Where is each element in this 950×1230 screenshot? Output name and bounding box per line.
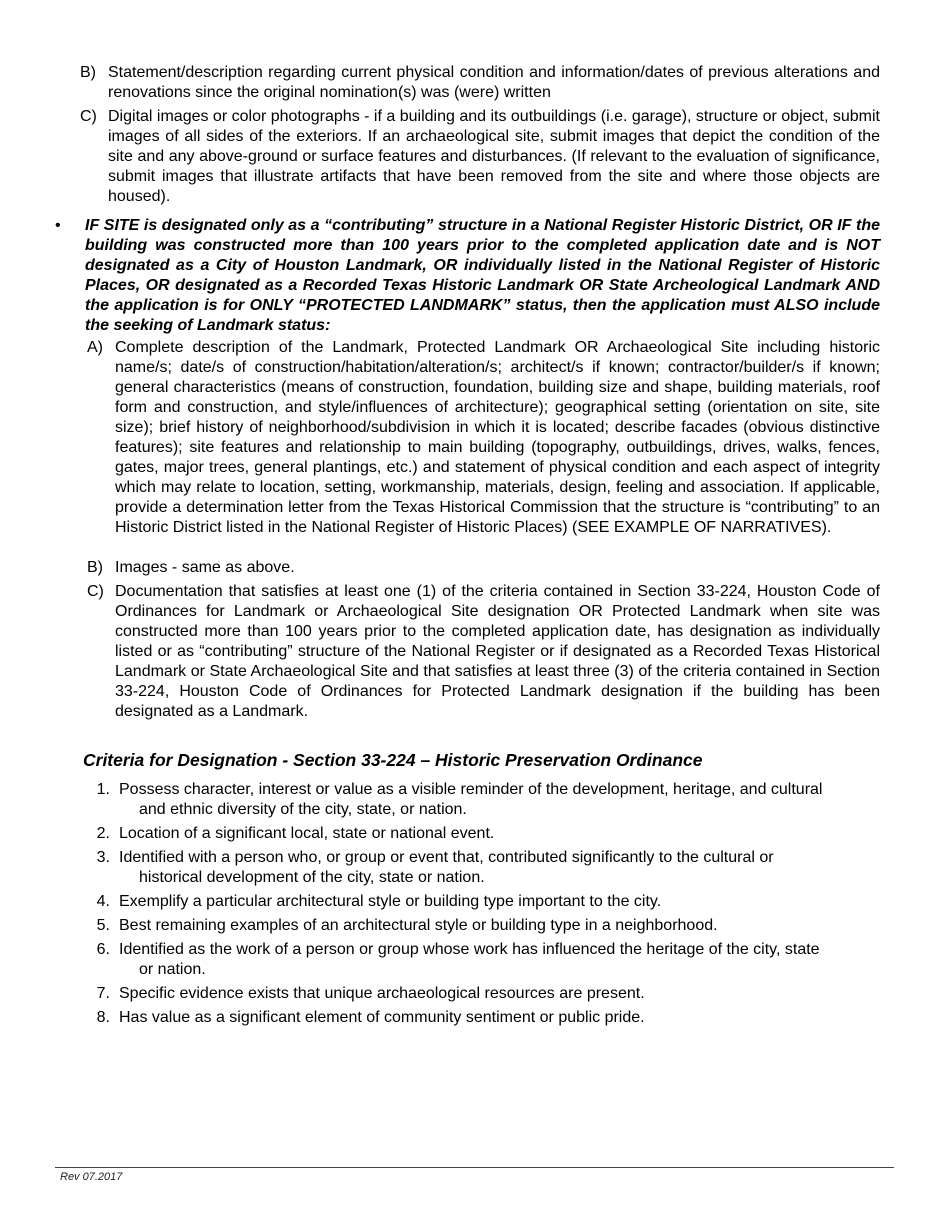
- criteria-text-continued: historical development of the city, state or nation.: [139, 869, 485, 886]
- criteria-number: 7.: [96, 985, 110, 1002]
- revision-label: Rev 07.2017: [60, 1171, 123, 1183]
- requirement-item-c: [80, 107, 880, 207]
- criteria-text: Identified as the work of a person or group whose work has influenced the heritage of the city, state: [119, 941, 820, 958]
- criteria-text-continued: or nation.: [139, 961, 206, 978]
- criteria-text: Exemplify a particular architectural style or building type important to the city.: [119, 893, 662, 910]
- criteria-item: [88, 916, 880, 936]
- criteria-text: Best remaining examples of an architectural style or building type in a neighborhood.: [119, 917, 718, 934]
- item-marker: B): [80, 64, 96, 81]
- criteria-text: Possess character, interest or value as a visible reminder of the development, heritage, and cultural: [119, 781, 823, 798]
- criteria-text: Identified with a person who, or group or event that, contributed significantly to the cultural or: [119, 849, 774, 866]
- criteria-item: [88, 984, 880, 1004]
- criteria-number: 1.: [96, 781, 110, 798]
- criteria-number: 3.: [96, 849, 110, 866]
- item-marker: A): [87, 339, 103, 356]
- item-text: Images - same as above.: [115, 559, 295, 576]
- criteria-heading: Criteria for Designation - Section 33-224 – Historic Preservation Ordinance: [83, 750, 703, 770]
- criteria-item: [88, 848, 880, 888]
- criteria-text: Specific evidence exists that unique archaeological resources are present.: [119, 985, 645, 1002]
- landmark-status-bullet: [55, 216, 880, 336]
- criteria-number: 8.: [96, 1009, 110, 1026]
- landmark-item-a: [87, 338, 880, 538]
- landmark-item-b: [87, 558, 880, 578]
- criteria-item: [88, 892, 880, 912]
- item-marker: C): [80, 108, 97, 125]
- item-text: Statement/description regarding current physical condition and information/dates of previous alterations and renovations since the original nomination(s) was (were) written: [108, 64, 880, 101]
- bullet-icon: •: [55, 217, 61, 234]
- criteria-text: Location of a significant local, state or national event.: [119, 825, 495, 842]
- criteria-item: [88, 824, 880, 844]
- bullet-text: IF SITE is designated only as a “contributing” structure in a National Register Historic District, OR IF the building was constructed more than 100 years prior to the completed application date and is NOT designated as a City of Houston Landmark, OR individually listed in the National Register of Historic Places, OR designated as a Recorded Texas Historic Landmark OR State Archeological Landmark AND the application is for ONLY “PROTECTED LANDMARK” status, then the application must ALSO include the seeking of Landmark status:: [85, 217, 880, 334]
- item-text: Documentation that satisfies at least one (1) of the criteria contained in Section 33-224, Houston Code of Ordinances for Landmark or Archaeological Site designation OR Protected Landmark when site was constructed more than 100 years prior to the completed application date, has designation as individually listed or as “contributing” structure of the National Register or if designated as a Recorded Texas Historical Landmark or State Archaeological Site and that satisfies at least three (3) of the criteria contained in Section 33-224, Houston Code of Ordinances for Protected Landmark designation if the building has been designated as a Landmark.: [115, 583, 880, 720]
- criteria-item: [88, 1008, 880, 1028]
- criteria-text: Has value as a significant element of community sentiment or public pride.: [119, 1009, 645, 1026]
- item-marker: B): [87, 559, 103, 576]
- criteria-text-continued: and ethnic diversity of the city, state, or nation.: [139, 801, 467, 818]
- criteria-number: 6.: [96, 941, 110, 958]
- criteria-number: 4.: [96, 893, 110, 910]
- item-text: Digital images or color photographs - if a building and its outbuildings (i.e. garage), structure or object, submit images of all sides of the exteriors. If an archaeological site, submit images that depict the condition of the site and any above-ground or surface features and disturbances. (If relevant to the evaluation of significance, submit images that illustrate artifacts that have been removed from the site and where those objects are housed).: [108, 108, 880, 205]
- item-marker: C): [87, 583, 104, 600]
- footer-divider: [55, 1167, 894, 1168]
- criteria-item: [88, 780, 880, 820]
- landmark-item-c: [87, 582, 880, 722]
- criteria-item: [88, 940, 880, 980]
- item-text: Complete description of the Landmark, Protected Landmark OR Archaeological Site including historic name/s; date/s of construction/habitation/alteration/s; architect/s if known; contractor/builder/s if known; general characteristics (means of construction, foundation, building size and shape, building materials, roof form and construction, and style/influences of architecture); geographical setting (orientation on site, site size); brief history of neighborhood/subdivision in which it is located; describe facades (obvious distinctive features); site features and relationship to main building (topography, outbuildings, drives, walks, fences, gates, major trees, general plantings, etc.) and statement of physical condition and each aspect of integrity which may relate to location, setting, workmanship, materials, design, feeling and association. If applicable, provide a determination letter from the Texas Historical Commission that the structure is “contributing” to an Historic District listed in the National Register of Historic Places) (SEE EXAMPLE OF NARRATIVES).: [115, 339, 880, 536]
- criteria-number: 5.: [96, 917, 110, 934]
- requirement-item-b: [80, 63, 880, 103]
- criteria-number: 2.: [96, 825, 110, 842]
